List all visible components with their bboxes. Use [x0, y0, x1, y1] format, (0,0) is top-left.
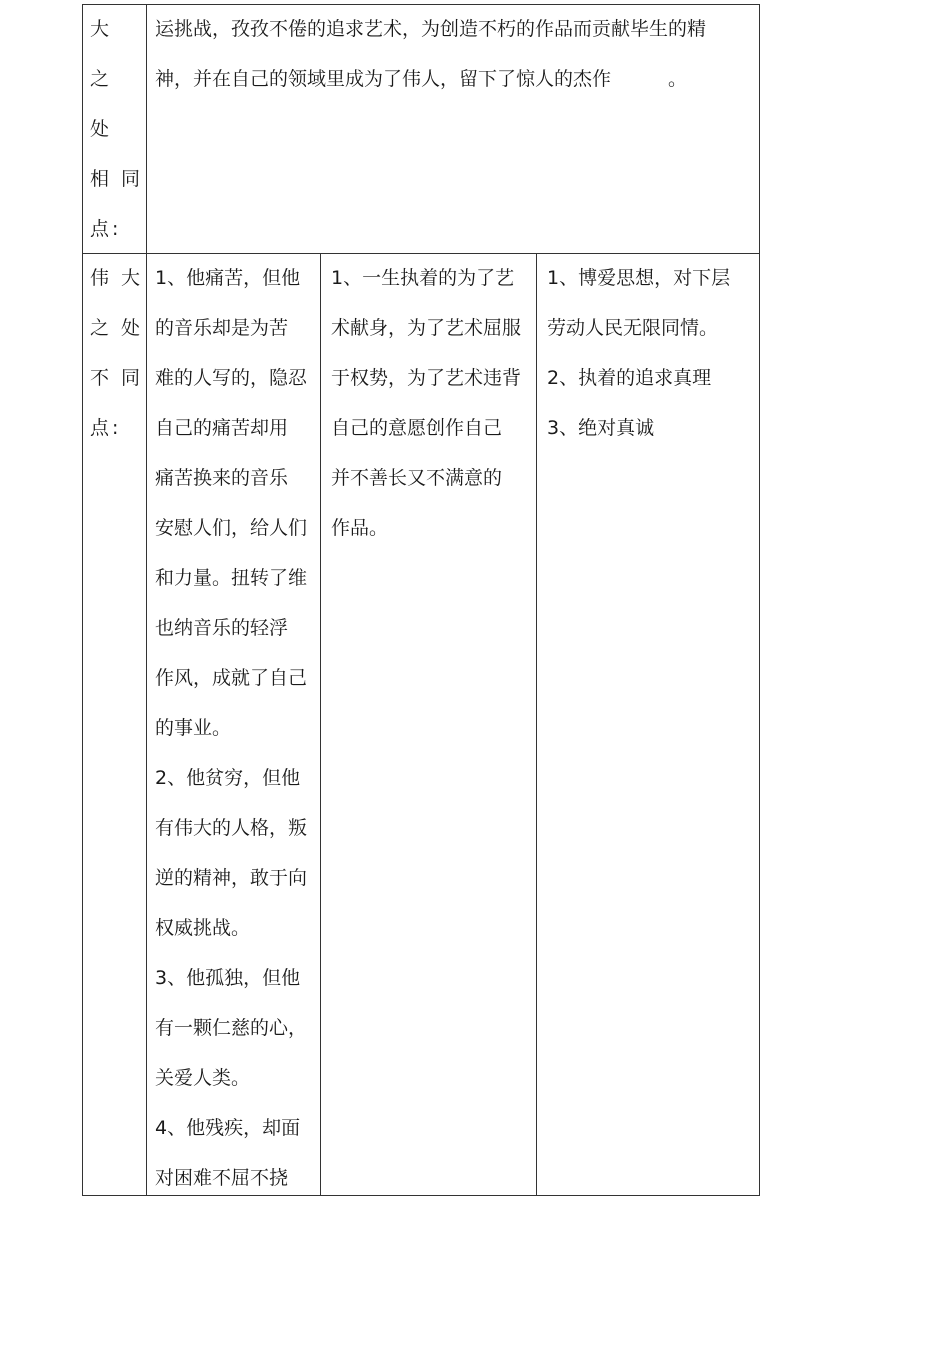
cell-line: 并不善长又不满意的	[331, 467, 503, 489]
row-same-label	[90, 4, 144, 254]
cell-line: 3、绝对真诚	[547, 417, 655, 439]
content-line: 神，并在自己的领域里成为了伟人，留下了惊人的杰作 。	[155, 68, 688, 90]
cell-line: 自己的意愿创作自己	[331, 417, 503, 439]
cell-line: 于权势，为了艺术违背	[331, 367, 522, 389]
label-line: 大	[90, 18, 113, 40]
label-line: 伟 大	[90, 267, 144, 289]
cell-line: 痛苦换来的音乐	[155, 467, 289, 489]
label-line: 相 同	[90, 168, 144, 190]
michelangelo-column	[331, 253, 531, 553]
label-line: 之	[90, 68, 113, 90]
cell-line: 权威挑战。	[155, 917, 251, 939]
cell-line: 4、他残疾，却面	[155, 1117, 301, 1139]
cell-line: 2、执着的追求真理	[547, 367, 712, 389]
label-line: 不 同	[90, 367, 144, 389]
column-divider-2	[536, 253, 537, 1196]
cell-line: 3、他孤独，但他	[155, 967, 301, 989]
cell-line: 作风，成就了自己	[155, 667, 308, 689]
row-diff-label	[90, 253, 144, 453]
row-same-content	[155, 4, 755, 104]
cell-line: 也纳音乐的轻浮	[155, 617, 289, 639]
cell-line: 1、他痛苦，但他	[155, 267, 301, 289]
column-divider-1	[320, 253, 321, 1196]
cell-line: 关爱人类。	[155, 1067, 251, 1089]
cell-line: 和力量。扭转了维	[155, 567, 308, 589]
cell-line: 逆的精神，敢于向	[155, 867, 308, 889]
cell-line: 有一颗仁慈的心，	[155, 1017, 308, 1039]
beethoven-column	[155, 253, 317, 1203]
label-line: 点:	[90, 218, 122, 240]
cell-line: 1、博爱思想，对下层	[547, 267, 731, 289]
cell-line: 安慰人们，给人们	[155, 517, 308, 539]
cell-line: 的音乐却是为苦	[155, 317, 289, 339]
column-divider-label	[146, 4, 147, 1196]
cell-line: 难的人写的，隐忍	[155, 367, 308, 389]
cell-line: 的事业。	[155, 717, 232, 739]
label-line: 之 处	[90, 317, 144, 339]
cell-line: 1、一生执着的为了艺	[331, 267, 515, 289]
cell-line: 对困难不屈不挠	[155, 1167, 289, 1189]
cell-line: 2、他贫穷，但他	[155, 767, 301, 789]
content-line: 运挑战，孜孜不倦的追求艺术，为创造不朽的作品而贡献毕生的精	[155, 18, 707, 40]
label-line: 处	[90, 118, 113, 140]
cell-line: 有伟大的人格，叛	[155, 817, 308, 839]
cell-line: 作品。	[331, 517, 389, 539]
cell-line: 术献身，为了艺术屈服	[331, 317, 522, 339]
cell-line: 自己的痛苦却用	[155, 417, 289, 439]
cell-line: 劳动人民无限同情。	[547, 317, 719, 339]
label-line: 点:	[90, 417, 122, 439]
tolstoy-column	[547, 253, 752, 453]
